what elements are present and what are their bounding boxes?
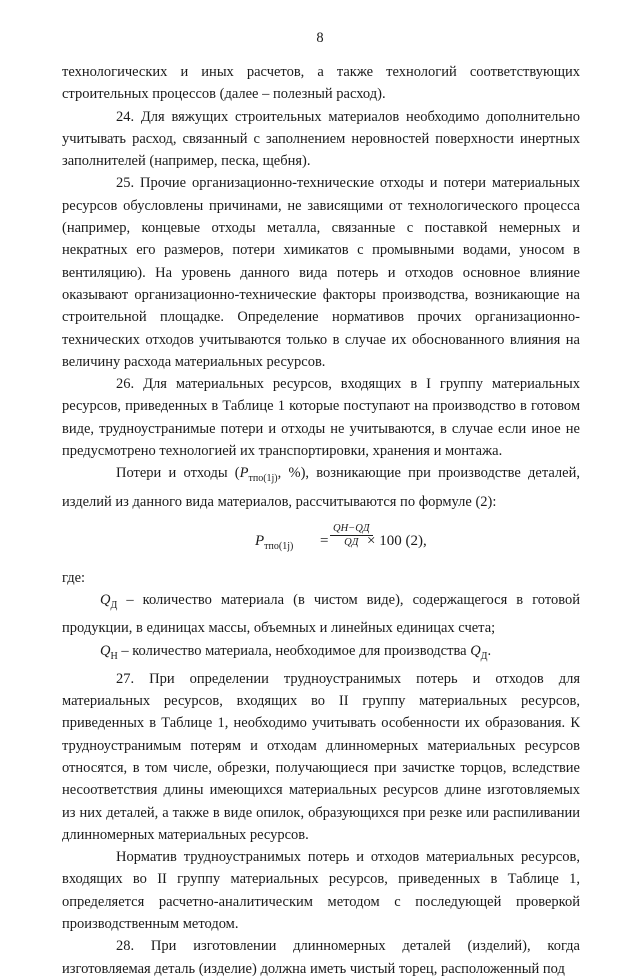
qd-sub: Д	[110, 600, 118, 612]
paragraph-losses	[62, 462, 580, 512]
qn-text-var: Q	[470, 642, 481, 659]
formula-lhs-var: P	[255, 532, 265, 549]
formula-2	[62, 519, 580, 565]
qd-var: Q	[100, 592, 111, 609]
qn-sub: Н	[110, 650, 118, 662]
qn-var: Q	[100, 642, 111, 659]
formula-denominator: QД	[344, 536, 359, 548]
formula-equals: =	[320, 532, 329, 549]
losses-text-b: , %), возникающие при производстве деталей, изделий из данного вида материалов, рассчитываются по формуле (2):	[62, 465, 580, 510]
losses-text-a: Потери и отходы (	[116, 465, 240, 482]
where-label: где:	[62, 569, 86, 586]
definition-qn	[62, 640, 580, 668]
qn-text-end: .	[487, 642, 492, 659]
document-body	[62, 61, 580, 980]
paragraph-25: 25. Прочие организационно-технические отходы и потери материальных ресурсов обусловлены причинами, не зависящими от технологического процесса (например, концевые отходы металла, связанные с поставкой немерных и некратных его размеров, потери химикатов с промывными водами, уносом в вентиляцию). На уровень данного вида потерь и отходов основное влияние оказывают организационно-технические факторы производства, возникающие на строительной площадке. Определение нормативов прочих организационно-технических отходов учитываются только в случае их обоснованного влияния на величину расхода материальных ресурсов.	[62, 175, 580, 370]
losses-sub: тпо(1j)	[248, 473, 278, 485]
qn-text: – количество материала, необходимое для производства	[117, 642, 471, 659]
formula-lhs	[255, 530, 293, 558]
qn-text-sub: Д	[480, 650, 488, 662]
losses-var: P	[239, 465, 249, 482]
qd-text: – количество материала (в чистом виде), содержащегося в готовой продукции, в единицах массы, объемных и линейных единицах счета;	[62, 592, 580, 637]
paragraph-continuation: технологических и иных расчетов, а также технологий соответствующих строительных процессов (далее – полезный расход).	[62, 64, 580, 103]
paragraph-24: 24. Для вяжущих строительных материалов необходимо дополнительно учитывать расход, связанный с заполнением неровностей поверхности инертных заполнителей (например, песка, щебня).	[62, 108, 580, 170]
paragraph-28: 28. При изготовлении длинномерных деталей (изделий), когда изготовляемая деталь (изделие) должна иметь чистый торец, расположенный под	[62, 938, 580, 977]
definition-qd	[62, 589, 580, 639]
page-number: 8	[316, 30, 324, 46]
formula-numerator: QН−QД	[330, 522, 373, 536]
paragraph-27: 27. При определении трудноустранимых потерь и отходов для материальных ресурсов, входящих во II группу материальных ресурсов, приведенных в Таблице 1, необходимо учитывать особенности их образования. К трудноустранимым потерям и отходам длинномерных материальных ресурсов относятся, в том числе, обрезки, получающиеся при зачистке торцов, вследствие несоответствия длины имеющихся материальных ресурсов длине изготовляемых из них деталей, а также в виде опилок, образующихся при резке или распиливании длинномерных материальных ресурсов.	[62, 670, 580, 843]
formula-rhs: × 100 (2),	[367, 532, 427, 549]
paragraph-26: 26. Для материальных ресурсов, входящих в I группу материальных ресурсов, приведенных в Таблице 1 которые поступают на производство в готовом виде, трудноустранимые потери и отходы не учитываются, в случае если иное не предусмотрено технологией их транспортировки, хранения и монтажа.	[62, 376, 580, 460]
paragraph-norm: Норматив трудноустранимых потерь и отходов материальных ресурсов, входящих во II группу материальных ресурсов, приведенных в Таблице 1, определяется расчетно-аналитическим методом с последующей проверкой производственным методом.	[62, 849, 580, 933]
formula-lhs-sub: тпо(1j)	[264, 540, 294, 552]
